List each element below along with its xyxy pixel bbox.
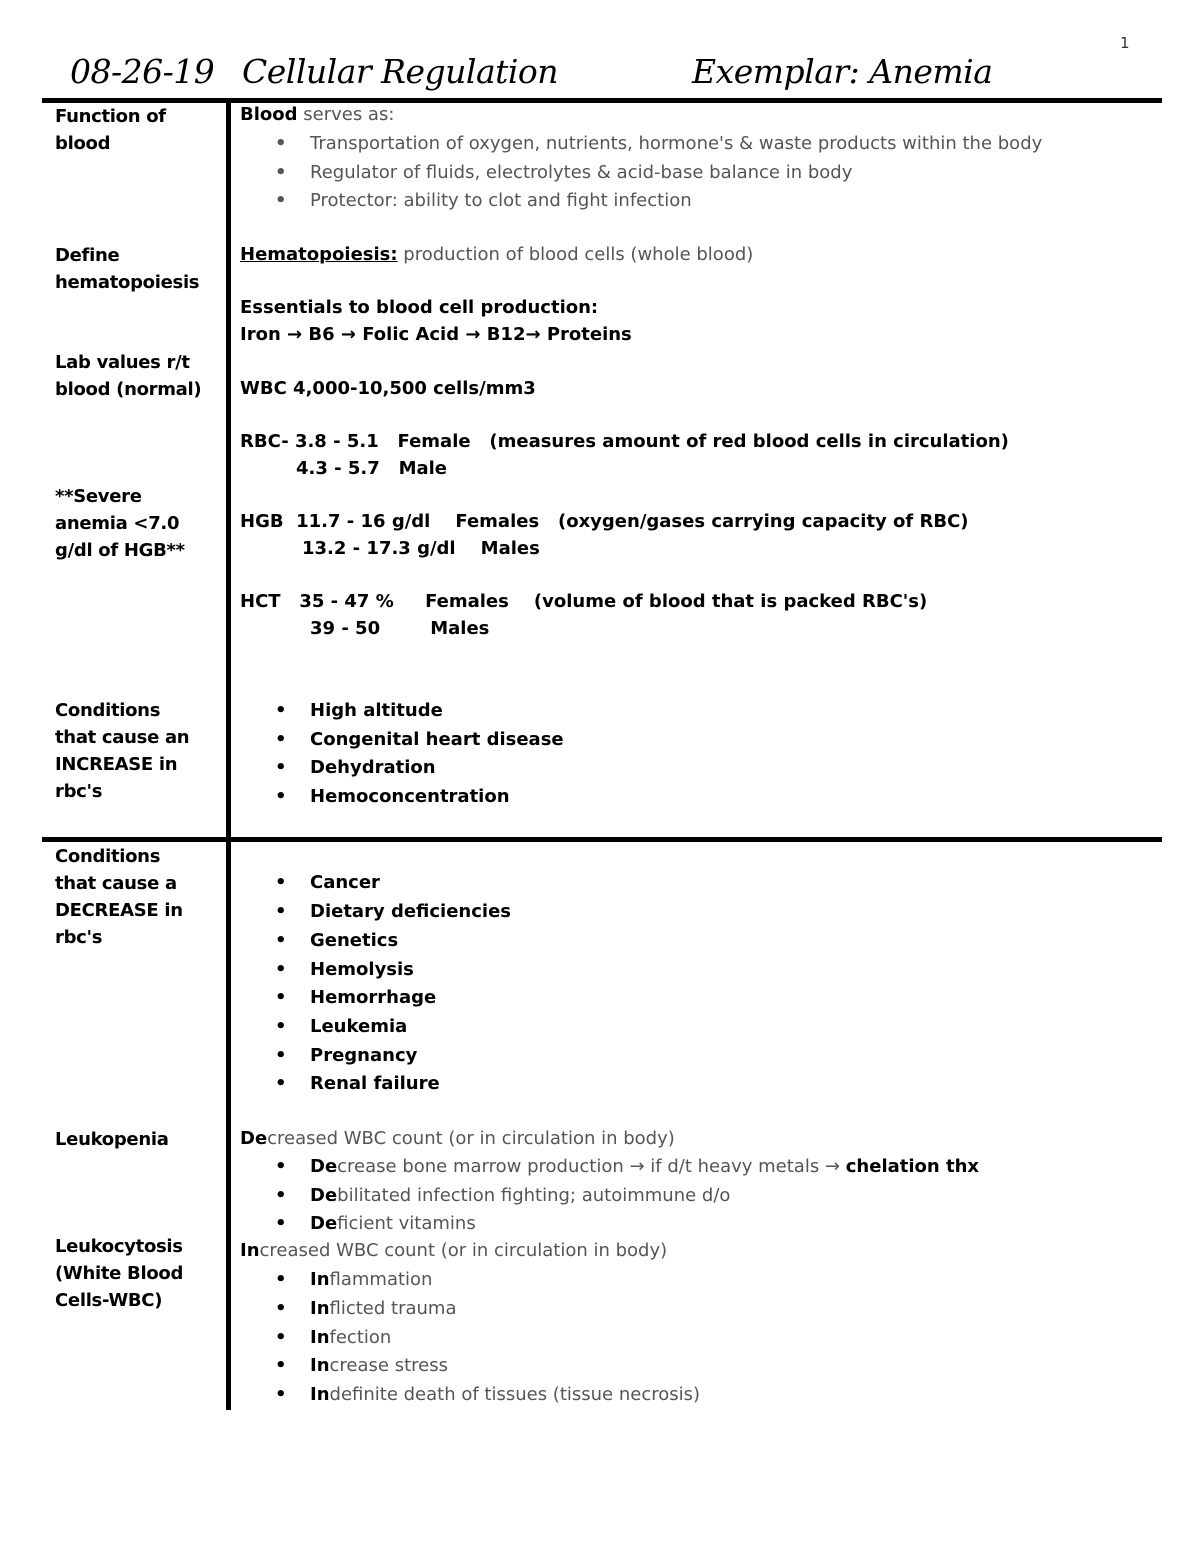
decrease-item-text: Pregnancy <box>310 1045 418 1066</box>
decrease-item-text: Genetics <box>310 930 399 951</box>
lab-hgb-female: HGB 11.7 - 16 g/dl Females (oxygen/gases carrying capacity of RBC) <box>240 511 969 532</box>
column-rule <box>226 98 231 1410</box>
increase-item-text: High altitude <box>310 700 443 721</box>
leukopenia-item-bold: De <box>310 1213 338 1234</box>
leukocytosis-item-text: fection <box>329 1327 392 1348</box>
increase-item-text: Congenital heart disease <box>310 729 564 750</box>
list-item: • Indefinite death of tissues (tissue necrosis) <box>275 1384 701 1405</box>
leukopenia-item-tail: chelation thx <box>845 1156 980 1177</box>
list-item: • Leukemia <box>275 1016 408 1037</box>
lab-hct-female: HCT 35 - 47 % Females (volume of blood that is packed RBC's) <box>240 591 928 612</box>
lab-wbc: WBC 4,000-10,500 cells/mm3 <box>240 378 536 399</box>
list-item: • Hemolysis <box>275 959 414 980</box>
hematopoiesis-text: production of blood cells (whole blood) <box>397 244 754 265</box>
essentials-title: Essentials to blood cell production: <box>240 297 599 318</box>
note-date: 08-26-19 <box>70 52 215 91</box>
leukocytosis-item-bold: In <box>310 1384 330 1405</box>
list-item: • Renal failure <box>275 1073 440 1094</box>
decrease-item-text: Renal failure <box>310 1073 440 1094</box>
list-item: • Increase stress <box>275 1355 448 1376</box>
blood-lead-bold: Blood <box>240 104 298 125</box>
decrease-item-text: Leukemia <box>310 1016 408 1037</box>
label-lab-values: Lab values r/t blood (normal) <box>55 352 202 400</box>
list-item: • Protector: ability to clot and fight infection <box>275 190 692 211</box>
page-number: 1 <box>1120 34 1130 52</box>
list-item: • Decrease bone marrow production → if d/t heavy metals → chelation thx <box>275 1156 980 1177</box>
label-leukopenia: Leukopenia <box>55 1129 169 1150</box>
label-define-hematopoiesis: Define hematopoiesis <box>55 245 200 293</box>
list-item: • Inflammation <box>275 1269 433 1290</box>
lab-rbc-female: RBC- 3.8 - 5.1 Female (measures amount of red blood cells in circulation) <box>240 431 1009 452</box>
leukocytosis-lead <box>240 1240 667 1261</box>
hematopoiesis-definition <box>240 244 753 265</box>
increase-item-text: Dehydration <box>310 757 436 778</box>
label-leukocytosis: Leukocytosis (White Blood Cells-WBC) <box>55 1236 184 1311</box>
blood-item-text: Transportation of oxygen, nutrients, hormone's & waste products within the body <box>310 133 1043 154</box>
label-increase-rbc: Conditions that cause an INCREASE in rbc's <box>55 700 190 802</box>
list-item: • High altitude <box>275 700 443 721</box>
list-item: • Regulator of fluids, electrolytes & acid-base balance in body <box>275 162 853 183</box>
list-item: • Inflicted trauma <box>275 1298 457 1319</box>
leukopenia-item-text: ficient vitamins <box>337 1213 476 1234</box>
list-item: • Deficient vitamins <box>275 1213 476 1234</box>
list-item: • Transportation of oxygen, nutrients, hormone's & waste products within the body <box>275 133 1043 154</box>
list-item: • Dietary deficiencies <box>275 901 512 922</box>
essentials-chain: Iron → B6 → Folic Acid → B12→ Proteins <box>240 324 632 345</box>
leukocytosis-lead-rest: creased WBC count (or in circulation in body) <box>259 1240 668 1261</box>
increase-item-text: Hemoconcentration <box>310 786 510 807</box>
label-decrease-rbc: Conditions that cause a DECREASE in rbc's <box>55 846 183 948</box>
list-item: • Genetics <box>275 930 399 951</box>
list-item: • Cancer <box>275 872 380 893</box>
leukocytosis-item-bold: In <box>310 1355 330 1376</box>
list-item: • Hemoconcentration <box>275 786 510 807</box>
leukocytosis-lead-bold: In <box>240 1240 260 1261</box>
decrease-item-text: Hemorrhage <box>310 987 437 1008</box>
list-item: • Pregnancy <box>275 1045 418 1066</box>
decrease-item-text: Dietary deficiencies <box>310 901 512 922</box>
hematopoiesis-term: Hematopoiesis: <box>240 244 398 265</box>
leukopenia-lead <box>240 1128 675 1149</box>
label-severe-anemia: **Severe anemia <7.0 g/dl of HGB** <box>55 486 185 561</box>
leukocytosis-item-bold: In <box>310 1269 330 1290</box>
note-title: Cellular Regulation <box>242 52 559 91</box>
blood-item-text: Protector: ability to clot and fight infection <box>310 190 692 211</box>
leukocytosis-item-text: flammation <box>329 1269 433 1290</box>
leukocytosis-item-text: flicted trauma <box>329 1298 457 1319</box>
list-item: • Debilitated infection fighting; autoimmune d/o <box>275 1185 731 1206</box>
leukocytosis-item-bold: In <box>310 1298 330 1319</box>
blood-lead <box>240 104 394 125</box>
decrease-item-text: Cancer <box>310 872 380 893</box>
list-item: • Congenital heart disease <box>275 729 564 750</box>
lab-hgb-male: 13.2 - 17.3 g/dl Males <box>302 538 540 559</box>
leukopenia-item-bold: De <box>310 1156 338 1177</box>
leukopenia-item-bold: De <box>310 1185 338 1206</box>
lab-hct-male: 39 - 50 Males <box>310 618 490 639</box>
decrease-item-text: Hemolysis <box>310 959 414 980</box>
leukopenia-lead-rest: creased WBC count (or in circulation in body) <box>267 1128 675 1149</box>
middle-rule <box>42 837 1162 842</box>
leukocytosis-item-text: definite death of tissues (tissue necrosis) <box>329 1384 701 1405</box>
list-item: • Dehydration <box>275 757 436 778</box>
leukopenia-item-text: crease bone marrow production → if d/t heavy metals → <box>337 1156 846 1177</box>
leukocytosis-item-bold: In <box>310 1327 330 1348</box>
leukocytosis-item-text: crease stress <box>329 1355 448 1376</box>
label-function-of-blood: Function of blood <box>55 106 166 154</box>
list-item: • Hemorrhage <box>275 987 437 1008</box>
blood-lead-rest: serves as: <box>297 104 395 125</box>
list-item: • Infection <box>275 1327 392 1348</box>
exemplar-title: Exemplar: Anemia <box>692 52 993 91</box>
blood-item-text: Regulator of fluids, electrolytes & acid-base balance in body <box>310 162 853 183</box>
leukopenia-item-text: bilitated infection fighting; autoimmune d/o <box>337 1185 731 1206</box>
leukopenia-lead-bold: De <box>240 1128 268 1149</box>
lab-rbc-male: 4.3 - 5.7 Male <box>296 458 448 479</box>
